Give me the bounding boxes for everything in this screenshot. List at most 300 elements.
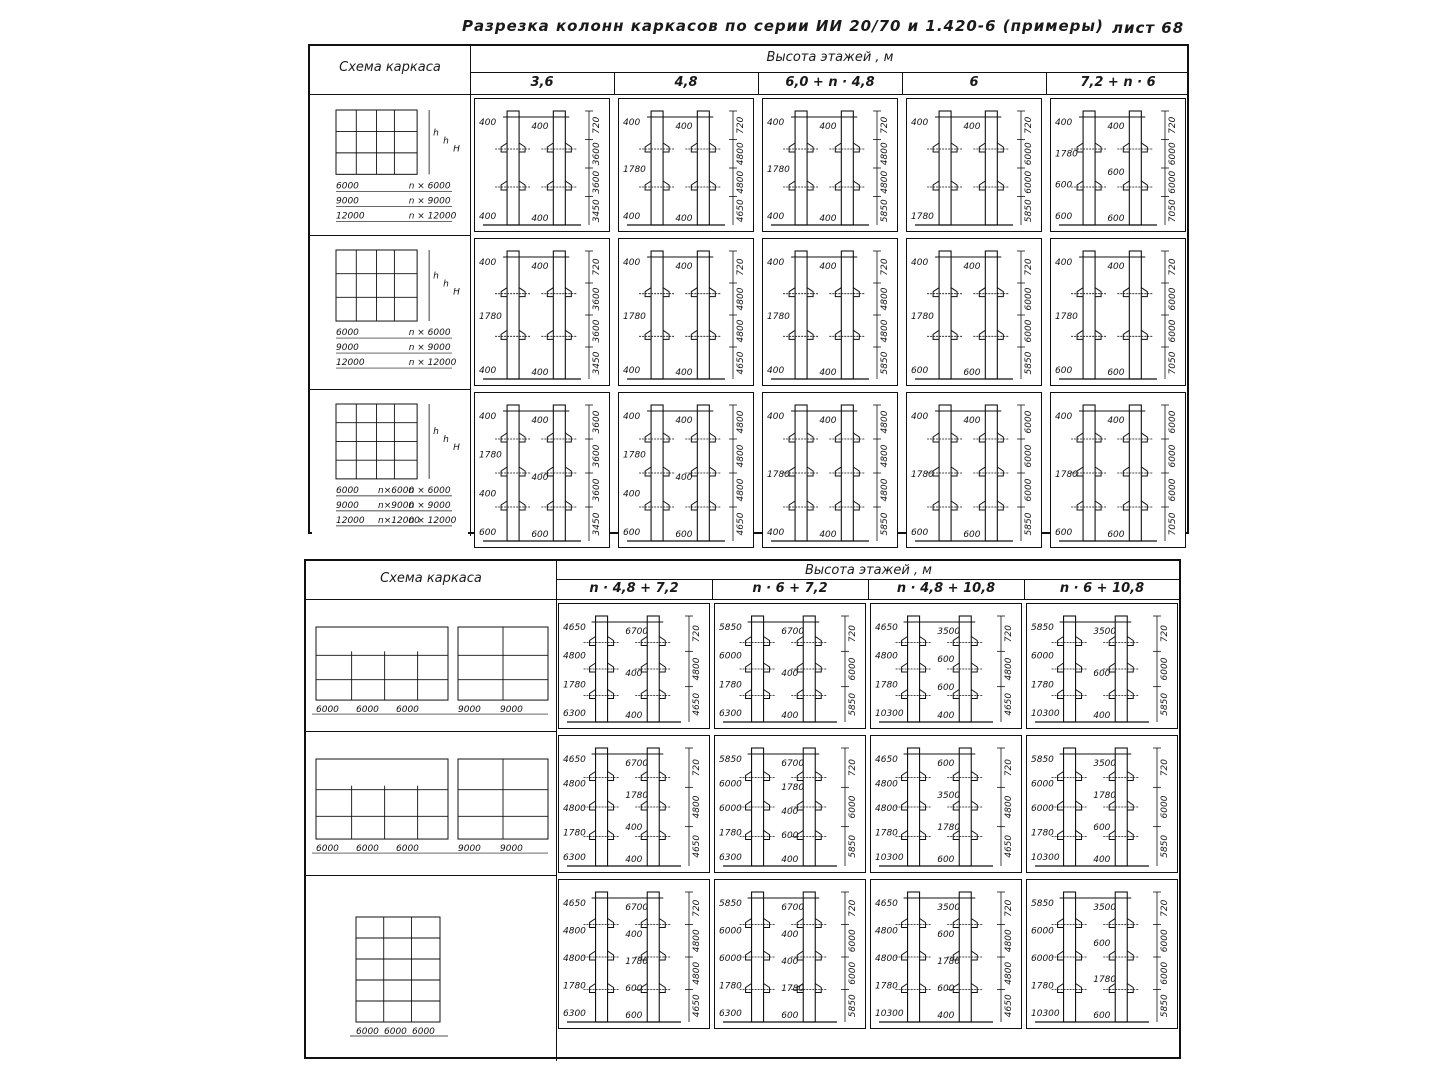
dimension-label: 720 <box>1004 759 1014 777</box>
column-section-cell <box>1050 392 1186 548</box>
column-section-cell <box>714 735 866 873</box>
dimension-label: 6000 <box>1168 287 1178 311</box>
column-section-cell <box>906 238 1042 386</box>
left-label: 600 <box>1055 366 1073 376</box>
column-sketch <box>623 251 746 379</box>
grid-line <box>556 561 557 1061</box>
dimension-label: 5850 <box>848 994 858 1018</box>
dimension-label: 4800 <box>692 961 702 985</box>
column-sketch <box>719 748 858 866</box>
left-label: 10300 <box>875 853 904 863</box>
dimension-label: 6000 <box>1168 410 1178 434</box>
dimension-label: 4800 <box>880 287 890 311</box>
column-sketch <box>1031 892 1170 1022</box>
left-label: 400 <box>767 118 785 128</box>
left-label: 6000 <box>719 779 742 790</box>
dimension-label: 4800 <box>736 410 746 434</box>
column-sketch <box>767 405 890 541</box>
span-label: 6000 <box>336 328 359 339</box>
left-label: 6000 <box>719 804 742 814</box>
left-label: 1780 <box>479 312 502 322</box>
dimension-label: 6000 <box>848 929 858 953</box>
mid-label: 600 <box>937 930 955 940</box>
dimension-label: 720 <box>1160 759 1170 777</box>
column-sketch <box>1031 616 1170 722</box>
column-section-cell <box>618 238 754 386</box>
left-label: 1780 <box>1055 312 1078 322</box>
grid-line <box>306 875 556 876</box>
mid-label: 600 <box>963 530 981 540</box>
mid-label: 1780 <box>937 823 961 833</box>
left-label: 1780 <box>767 312 790 322</box>
grid-line <box>310 235 470 236</box>
mid-label: 400 <box>781 930 799 940</box>
grid-line <box>310 94 1187 95</box>
mid-label: 600 <box>781 1011 799 1021</box>
dimension-label: 3600 <box>592 170 602 194</box>
dimension-label: 720 <box>880 258 890 276</box>
column-header: n · 4,8 + 7,2 <box>589 581 679 596</box>
dimension-label: 4800 <box>736 170 746 194</box>
dimension-label: 6000 <box>1024 410 1034 434</box>
mid-label: 1780 <box>781 984 805 994</box>
left-label: 400 <box>479 412 497 422</box>
left-label: 600 <box>911 528 929 538</box>
left-label: 600 <box>1055 528 1073 538</box>
span-label: n × 12000 <box>408 515 457 526</box>
mid-label: 600 <box>1107 530 1125 540</box>
span-label: n × 9000 <box>408 196 451 207</box>
svg-text:h: h <box>433 128 439 139</box>
left-label: 4800 <box>875 804 898 814</box>
column-section-cell <box>1050 98 1186 232</box>
frame-scheme <box>312 627 548 715</box>
mid-label: 600 <box>1107 168 1125 178</box>
svg-text:H: H <box>453 442 460 453</box>
dimension-label: 6000 <box>848 961 858 985</box>
scheme-header: Схема каркаса <box>380 571 482 586</box>
mid-label: 6700 <box>781 627 805 637</box>
dimension-label: 6000 <box>1160 795 1170 819</box>
left-label: 400 <box>623 118 641 128</box>
left-label: 1780 <box>1031 828 1054 839</box>
left-label: 4650 <box>875 899 898 909</box>
span-label: 6000 <box>384 1027 407 1037</box>
dimension-label: 6000 <box>1168 170 1178 194</box>
span-label: n × 12000 <box>408 358 457 369</box>
left-label: 6000 <box>1031 804 1054 814</box>
dimension-label: 720 <box>1168 258 1178 276</box>
column-section-cell <box>870 735 1022 873</box>
dimension-label: 4800 <box>736 287 746 311</box>
mid-label: 1780 <box>781 783 805 793</box>
dimension-label: 5850 <box>1160 994 1170 1018</box>
mid-label: 400 <box>781 855 799 865</box>
left-label: 400 <box>623 412 641 422</box>
column-sketch <box>1055 251 1178 379</box>
left-label: 5850 <box>719 623 742 633</box>
svg-text:h: h <box>443 434 449 445</box>
left-label: 1780 <box>875 680 898 691</box>
frame-scheme <box>336 404 460 526</box>
left-label: 6300 <box>563 709 586 719</box>
left-label: 6300 <box>563 853 586 863</box>
column-section-cell <box>558 879 710 1029</box>
left-label: 4650 <box>875 755 898 765</box>
dimension-label: 4800 <box>880 478 890 502</box>
dimension-label: 7050 <box>1168 199 1178 223</box>
dimension-label: 6000 <box>848 795 858 819</box>
grid-line <box>306 731 556 732</box>
column-sketch <box>875 892 1014 1022</box>
heights-header: Высота этажей , м <box>766 50 894 65</box>
frame-scheme <box>350 917 448 1037</box>
left-label: 6000 <box>1031 954 1054 964</box>
mid-label: 400 <box>937 711 955 721</box>
span-label: 9000 <box>458 705 481 716</box>
dimension-label: 4800 <box>1004 929 1014 953</box>
dimension-label: 720 <box>1160 899 1170 917</box>
dimension-label: 3450 <box>592 199 602 223</box>
mid-label: 400 <box>531 214 549 224</box>
column-header: n · 6 + 10,8 <box>1059 581 1145 596</box>
mid-label: 400 <box>531 368 549 378</box>
left-label: 6300 <box>719 853 742 863</box>
mid-label: 400 <box>675 368 693 378</box>
frame-scheme-cell <box>312 98 468 232</box>
mid-label: 3500 <box>1093 759 1117 769</box>
column-section-cell <box>618 98 754 232</box>
column-sketch <box>479 111 602 225</box>
left-label: 400 <box>767 412 785 422</box>
dimension-label: 6000 <box>1160 961 1170 985</box>
column-section-cell <box>558 735 710 873</box>
dimension-label: 5850 <box>880 199 890 223</box>
dimension-label: 4800 <box>692 929 702 953</box>
mid-label: 400 <box>819 416 837 426</box>
column-sketch <box>719 616 858 722</box>
dimension-label: 4800 <box>736 142 746 166</box>
left-label: 4800 <box>875 926 898 937</box>
frame-scheme <box>312 759 548 854</box>
span-label: 9000 <box>336 343 359 354</box>
frame-scheme-cell <box>308 877 554 1037</box>
column-header: n · 4,8 + 10,8 <box>896 581 996 596</box>
left-label: 400 <box>623 258 641 268</box>
column-section-cell <box>906 392 1042 548</box>
span-label: n×9000 <box>378 500 415 511</box>
span-label: 6000 <box>412 1027 435 1037</box>
svg-text:h: h <box>433 426 439 437</box>
left-label: 4800 <box>563 804 586 814</box>
dimension-label: 4800 <box>880 170 890 194</box>
mid-label: 1780 <box>1093 791 1117 801</box>
span-label: 9000 <box>500 844 523 855</box>
mid-label: 600 <box>1093 823 1111 833</box>
dimension-label: 4650 <box>736 199 746 223</box>
left-label: 1780 <box>875 828 898 839</box>
left-label: 600 <box>623 528 641 538</box>
dimension-label: 6000 <box>1160 929 1170 953</box>
column-section-cell <box>558 603 710 729</box>
dimension-label: 6000 <box>848 657 858 681</box>
mid-label: 600 <box>1093 669 1111 679</box>
span-label: n × 6000 <box>408 328 451 339</box>
mid-label: 6700 <box>625 759 649 769</box>
left-label: 600 <box>911 366 929 376</box>
mid-label: 400 <box>781 807 799 817</box>
mid-label: 400 <box>963 416 981 426</box>
mid-label: 1780 <box>625 791 649 801</box>
dimension-label: 6000 <box>1168 478 1178 502</box>
mid-label: 400 <box>625 930 643 940</box>
left-label: 4650 <box>563 755 586 765</box>
mid-label: 6700 <box>781 759 805 769</box>
mid-label: 400 <box>675 473 693 483</box>
left-label: 6000 <box>719 954 742 964</box>
dimension-label: 6000 <box>1024 444 1034 468</box>
left-label: 4650 <box>563 899 586 909</box>
left-label: 10300 <box>1031 853 1060 863</box>
svg-text:H: H <box>453 144 460 155</box>
grid-line <box>306 599 1179 600</box>
left-label: 400 <box>479 258 497 268</box>
column-section-cell <box>714 603 866 729</box>
left-label: 6000 <box>719 651 742 662</box>
dimension-label: 720 <box>848 625 858 643</box>
left-label: 1780 <box>875 981 898 992</box>
dimension-label: 5850 <box>848 834 858 858</box>
scheme-header: Схема каркаса <box>339 60 441 75</box>
column-section-cell <box>906 98 1042 232</box>
frame-scheme <box>336 250 460 368</box>
column-sketch <box>563 616 702 722</box>
mid-label: 400 <box>781 957 799 967</box>
span-label: n × 9000 <box>408 500 451 511</box>
left-label: 5850 <box>1031 755 1054 765</box>
column-sketch <box>563 748 702 866</box>
dimension-label: 4800 <box>1004 657 1014 681</box>
mid-label: 3500 <box>937 791 961 801</box>
mid-label: 400 <box>675 416 693 426</box>
mid-label: 600 <box>1093 1011 1111 1021</box>
span-label: 6000 <box>316 844 339 855</box>
span-label: 9000 <box>458 844 481 855</box>
table-frames-2 <box>304 559 1181 1059</box>
left-label: 400 <box>479 489 497 500</box>
span-label: 9000 <box>336 196 359 207</box>
span-label: n×6000 <box>378 485 415 496</box>
span-label: 6000 <box>356 1027 379 1037</box>
mid-label: 600 <box>625 984 643 994</box>
dimension-label: 6000 <box>1024 142 1034 166</box>
left-label: 1780 <box>1031 981 1054 992</box>
mid-label: 3500 <box>937 903 961 913</box>
left-label: 1780 <box>563 828 586 839</box>
span-label: 6000 <box>356 844 379 855</box>
mid-label: 400 <box>819 122 837 132</box>
span-label: 6000 <box>316 705 339 716</box>
left-label: 1780 <box>563 680 586 691</box>
dimension-label: 720 <box>848 759 858 777</box>
svg-text:H: H <box>453 287 460 298</box>
mid-label: 400 <box>625 711 643 721</box>
column-sketch <box>767 251 890 379</box>
column-section-cell <box>1026 735 1178 873</box>
span-label: 12000 <box>336 515 365 526</box>
column-header: 3,6 <box>530 75 554 90</box>
grid-line <box>470 72 1187 73</box>
left-label: 1780 <box>719 680 742 691</box>
dimension-label: 5850 <box>1160 692 1170 716</box>
dimension-label: 6000 <box>1168 444 1178 468</box>
dimension-label: 720 <box>736 116 746 134</box>
mid-label: 600 <box>781 831 799 841</box>
column-section-cell <box>762 98 898 232</box>
column-sketch <box>719 892 858 1022</box>
left-label: 400 <box>479 118 497 128</box>
dimension-label: 4800 <box>736 319 746 343</box>
heights-header: Высота этажей , м <box>805 563 932 578</box>
left-label: 1780 <box>623 312 646 322</box>
column-sketch <box>767 111 890 225</box>
mid-label: 400 <box>675 262 693 272</box>
column-section-cell <box>474 238 610 386</box>
dimension-label: 3600 <box>592 444 602 468</box>
dimension-label: 6000 <box>1024 287 1034 311</box>
mid-label: 3500 <box>937 627 961 637</box>
dimension-label: 720 <box>880 116 890 134</box>
mid-label: 600 <box>1093 939 1111 949</box>
dimension-label: 3600 <box>592 287 602 311</box>
column-section-cell <box>762 238 898 386</box>
mid-label: 400 <box>531 262 549 272</box>
left-label: 1780 <box>623 165 646 175</box>
dimension-label: 720 <box>592 258 602 276</box>
span-label: n × 6000 <box>408 181 451 192</box>
span-label: n × 9000 <box>408 343 451 354</box>
mid-label: 400 <box>1107 262 1125 272</box>
dimension-label: 4800 <box>736 478 746 502</box>
left-label: 1780 <box>1055 149 1078 160</box>
dimension-label: 3450 <box>592 512 602 536</box>
left-label: 4800 <box>875 779 898 790</box>
column-sketch <box>1031 748 1170 866</box>
left-label: 400 <box>767 212 785 222</box>
left-label: 4650 <box>875 623 898 633</box>
mid-label: 400 <box>819 530 837 540</box>
column-sketch <box>875 616 1014 722</box>
left-label: 400 <box>623 212 641 222</box>
dimension-label: 3600 <box>592 478 602 502</box>
mid-label: 600 <box>937 683 955 693</box>
left-label: 400 <box>911 412 929 422</box>
mid-label: 6700 <box>781 903 805 913</box>
dimension-label: 4800 <box>880 142 890 166</box>
column-section-cell <box>762 392 898 548</box>
mid-label: 400 <box>531 122 549 132</box>
mid-label: 400 <box>937 1011 955 1021</box>
sheet-number: лист 68 <box>1112 19 1185 37</box>
dimension-label: 720 <box>692 899 702 917</box>
left-label: 1780 <box>911 212 934 222</box>
left-label: 10300 <box>875 1009 904 1019</box>
mid-label: 600 <box>675 530 693 540</box>
grid-line <box>470 46 471 536</box>
column-section-cell <box>474 392 610 548</box>
column-sketch <box>911 251 1034 379</box>
span-label: 6000 <box>356 705 379 716</box>
dimension-label: 6000 <box>1024 478 1034 502</box>
left-label: 1780 <box>911 312 934 322</box>
dimension-label: 4800 <box>692 657 702 681</box>
column-header: n · 6 + 7,2 <box>752 581 828 596</box>
dimension-label: 7050 <box>1168 351 1178 375</box>
dimension-label: 720 <box>1004 899 1014 917</box>
mid-label: 400 <box>963 122 981 132</box>
mid-label: 3500 <box>1093 903 1117 913</box>
left-label: 4800 <box>563 954 586 964</box>
left-label: 6000 <box>1031 651 1054 662</box>
mid-label: 400 <box>1093 711 1111 721</box>
frame-scheme-cell <box>312 238 468 386</box>
dimension-label: 4800 <box>1004 961 1014 985</box>
left-label: 10300 <box>875 709 904 719</box>
mid-label: 400 <box>963 262 981 272</box>
span-label: 9000 <box>336 500 359 511</box>
left-label: 1780 <box>479 450 502 461</box>
mid-label: 400 <box>1107 122 1125 132</box>
column-header: 7,2 + n · 6 <box>1080 75 1156 90</box>
mid-label: 400 <box>781 669 799 679</box>
left-label: 600 <box>1055 212 1073 222</box>
svg-text:h: h <box>433 271 439 282</box>
column-section-cell <box>1026 879 1178 1029</box>
left-label: 6300 <box>719 709 742 719</box>
dimension-label: 720 <box>692 759 702 777</box>
left-label: 10300 <box>1031 709 1060 719</box>
left-label: 400 <box>623 366 641 376</box>
left-label: 6000 <box>1031 779 1054 790</box>
mid-label: 600 <box>937 984 955 994</box>
column-section-cell <box>714 879 866 1029</box>
left-label: 4800 <box>875 651 898 662</box>
dimension-label: 4800 <box>880 410 890 434</box>
left-label: 4650 <box>563 623 586 633</box>
span-label: n×12000 <box>378 515 420 526</box>
left-label: 400 <box>767 258 785 268</box>
left-label: 4800 <box>563 779 586 790</box>
left-label: 4800 <box>563 651 586 662</box>
mid-label: 400 <box>1093 855 1111 865</box>
column-sketch <box>479 251 602 379</box>
span-label: 6000 <box>396 705 419 716</box>
left-label: 1780 <box>623 450 646 461</box>
left-label: 4800 <box>875 954 898 964</box>
left-label: 10300 <box>1031 1009 1060 1019</box>
dimension-label: 3600 <box>592 319 602 343</box>
dimension-label: 720 <box>848 899 858 917</box>
left-label: 600 <box>1055 180 1073 191</box>
mid-label: 1780 <box>937 957 961 967</box>
mid-label: 400 <box>625 669 643 679</box>
mid-label: 600 <box>1107 368 1125 378</box>
dimension-label: 6000 <box>1168 319 1178 343</box>
mid-label: 400 <box>819 262 837 272</box>
dimension-label: 4650 <box>736 351 746 375</box>
left-label: 400 <box>911 258 929 268</box>
table-frames-1 <box>308 44 1189 540</box>
